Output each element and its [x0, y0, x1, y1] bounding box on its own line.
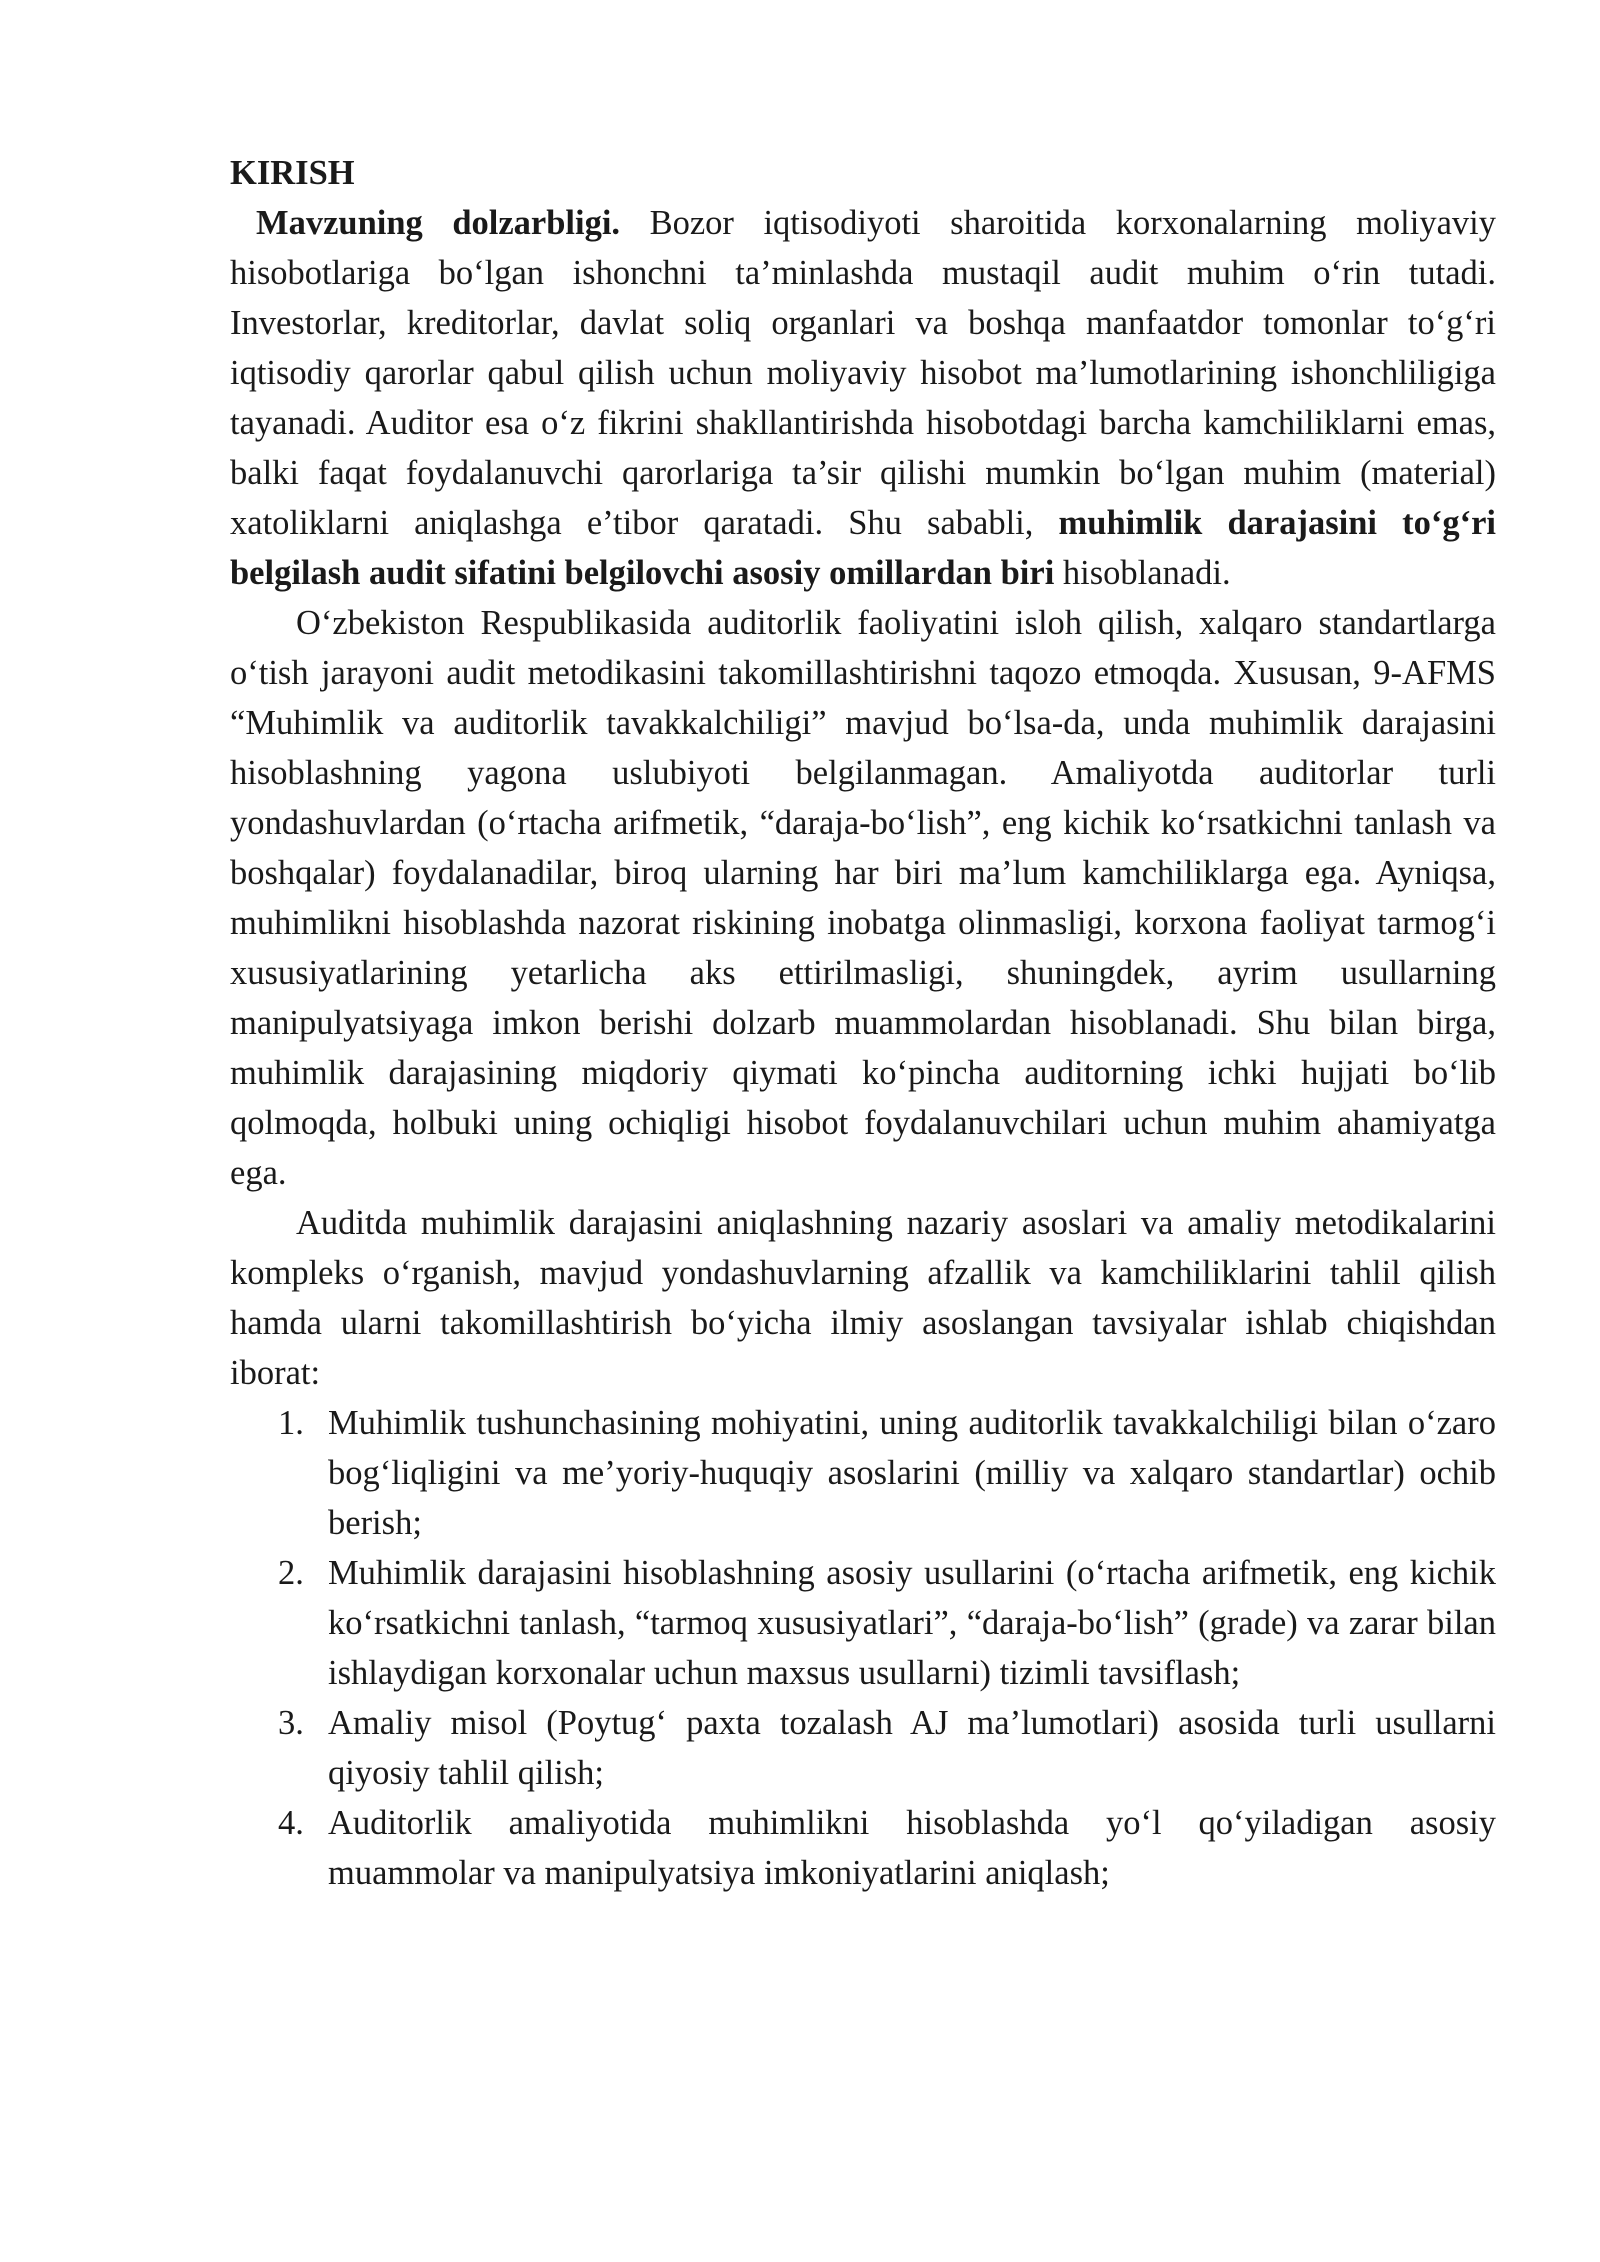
intro-lead-bold: Mavzuning dolzarbligi. [256, 204, 621, 242]
list-item-text: Muhimlik darajasini hisoblashning asosiy usullarini (o‘rtacha arifmetik, eng kichik ko‘rsatkichni tanlash, “tarmoq xususiyatlari”, “daraja-bo‘lish” (grade) va zarar bilan ishlaydigan korxonalar uchun maxsus usullarni) tizimli tavsiflash; [328, 1554, 1496, 1692]
list-item-number: 1. [278, 1404, 304, 1442]
objectives-list [230, 1398, 1496, 1898]
section-heading: KIRISH [230, 154, 355, 192]
intro-text-after: hisoblanadi. [1054, 554, 1231, 592]
intro-text-before: Bozor iqtisodiyoti sharoitida korxonalarning moliyaviy hisobotlariga bo‘lgan ishonchni ta’minlashda mustaqil audit muhim o‘rin tutadi. Investorlar, kreditorlar, davlat soliq organlari va boshqa manfaatdor tomonlar to‘g‘ri iqtisodiy qarorlar qabul qilish uchun moliyaviy hisobot ma’lumotlarining ishonchliligiga tayanadi. Auditor esa o‘z fikrini shakllantirishda hisobotdagi barcha kamchiliklarni emas, balki faqat foydalanuvchi qarorlariga ta’sir qilishi mumkin bo‘lgan muhim (material) xatoliklarni aniqlashga e’tibor qaratadi. Shu sababli, [230, 204, 1496, 542]
document-page [230, 148, 1496, 1898]
list-item [230, 1798, 1496, 1898]
intro-emphasis-bold: muhimlik darajasini to‘g‘ri belgilash audit sifatini belgilovchi asosiy omillardan biri [230, 504, 1496, 592]
list-item-number: 4. [278, 1804, 304, 1842]
list-item-text: Muhimlik tushunchasining mohiyatini, uning auditorlik tavakkalchiligi bilan o‘zaro bog‘liqligini va me’yoriy-huquqiy asoslarini (milliy va xalqaro standartlar) ochib berish; [328, 1404, 1496, 1542]
list-item-number: 2. [278, 1554, 304, 1592]
list-item-number: 3. [278, 1704, 304, 1742]
list-item [230, 1548, 1496, 1698]
intro-paragraph [230, 198, 1496, 598]
list-item-text: Amaliy misol (Poytug‘ paxta tozalash AJ ma’lumotlari) asosida turli usullarni qiyosiy tahlil qilish; [328, 1704, 1496, 1792]
aim-paragraph: Auditda muhimlik darajasini aniqlashning nazariy asoslari va amaliy metodikalarini kompleks o‘rganish, mavjud yondashuvlarning afzallik va kamchiliklarini tahlil qilish hamda ularni takomillashtirish bo‘yicha ilmiy asoslangan tavsiyalar ishlab chiqishdan iborat: [230, 1204, 1496, 1392]
list-item [230, 1698, 1496, 1798]
context-paragraph: O‘zbekiston Respublikasida auditorlik faoliyatini isloh qilish, xalqaro standartlarga o‘tish jarayoni audit metodikasini takomillashtirishni taqozo etmoqda. Xususan, 9-AFMS “Muhimlik va auditorlik tavakkalchiligi” mavjud bo‘lsa-da, unda muhimlik darajasini hisoblashning yagona uslubiyoti belgilanmagan. Amaliyotda auditorlar turli yondashuvlardan (o‘rtacha arifmetik, “daraja-bo‘lish”, eng kichik ko‘rsatkichni tanlash va boshqalar) foydalanadilar, biroq ularning har biri ma’lum kamchiliklarga ega. Ayniqsa, muhimlikni hisoblashda nazorat riskining inobatga olinmasligi, korxona faoliyat tarmog‘i xususiyatlarining yetarlicha aks ettirilmasligi, shuningdek, ayrim usullarning manipulyatsiyaga imkon berishi dolzarb muammolardan hisoblanadi. Shu bilan birga, muhimlik darajasining miqdoriy qiymati ko‘pincha auditorning ichki hujjati bo‘lib qolmoqda, holbuki uning ochiqligi hisobot foydalanuvchilari uchun muhim ahamiyatga ega. [230, 604, 1496, 1192]
list-item-text: Auditorlik amaliyotida muhimlikni hisoblashda yo‘l qo‘yiladigan asosiy muammolar va manipulyatsiya imkoniyatlarini aniqlash; [328, 1804, 1496, 1892]
list-item [230, 1398, 1496, 1548]
